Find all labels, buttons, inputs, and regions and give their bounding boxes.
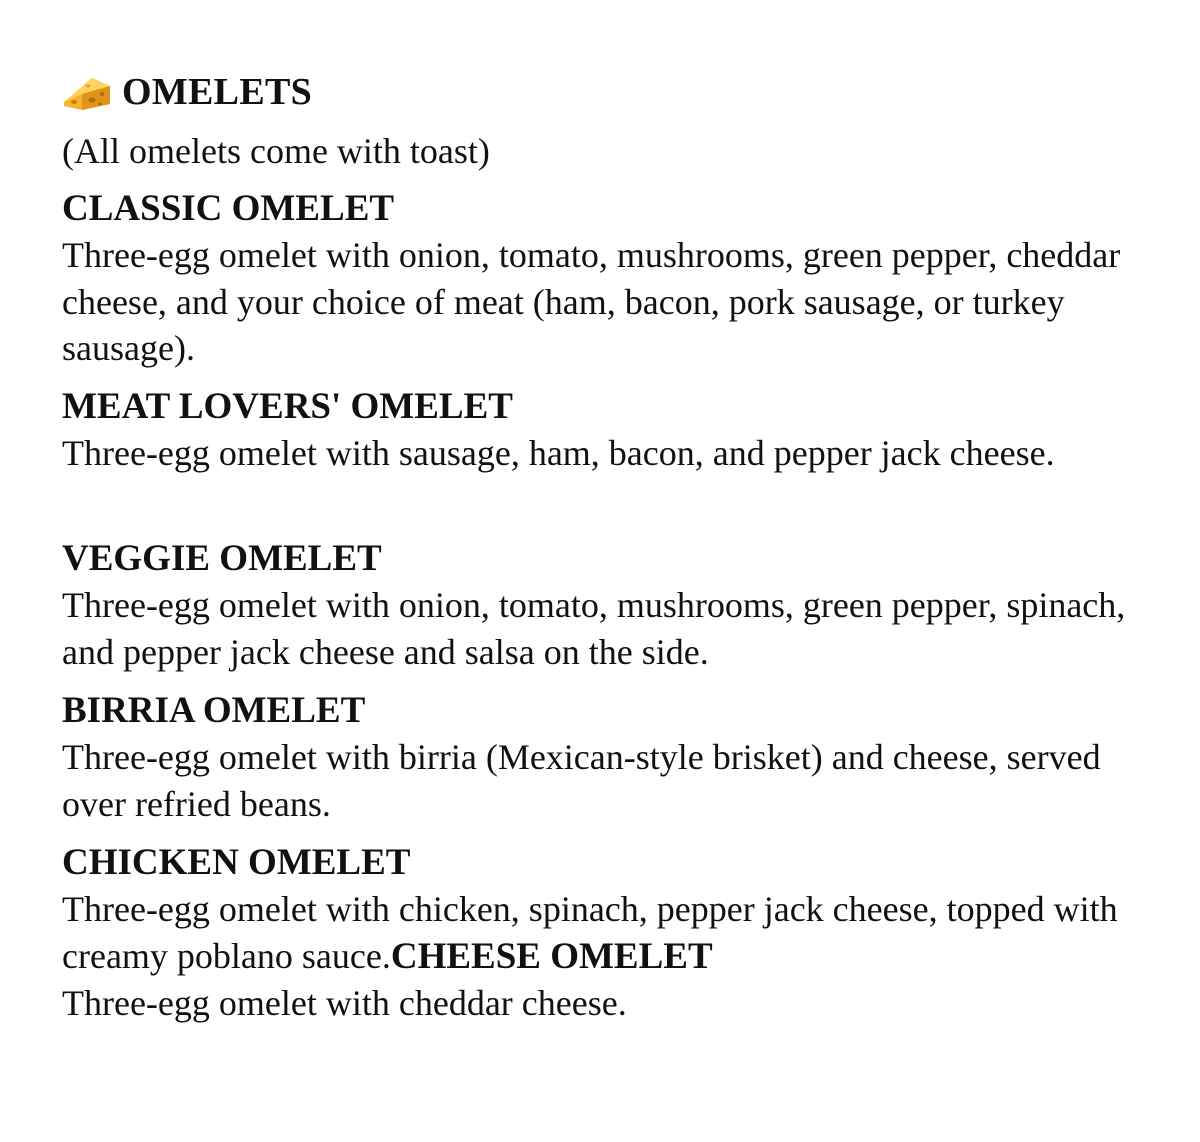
section-header xyxy=(62,68,312,116)
section-title: OMELETS xyxy=(122,71,313,113)
item-name: CHICKEN OMELET xyxy=(62,842,411,883)
item-description: Three-egg omelet with onion, tomato, mushrooms, green pepper, cheddar cheese, and your choice of meat (ham, bacon, pork sausage, or turkey sausage). xyxy=(62,235,1121,368)
menu-item xyxy=(62,186,1172,372)
item-name: CLASSIC OMELET xyxy=(62,188,395,229)
item-description-text: Three-egg omelet with chicken, spinach, pepper jack cheese, topped with creamy poblano sauce. xyxy=(62,889,1118,976)
item-name: BIRRIA OMELET xyxy=(62,690,366,731)
item-name: CHEESE OMELET xyxy=(390,935,713,977)
section-note: (All omelets come with toast) xyxy=(62,131,490,171)
item-description: Three-egg omelet with sausage, ham, bacon, and pepper jack cheese. xyxy=(62,433,1055,473)
menu-item xyxy=(62,688,1172,827)
menu-item xyxy=(62,536,1172,675)
item-name: MEAT LOVERS' OMELET xyxy=(62,386,513,427)
menu-item xyxy=(62,384,1172,477)
item-description: Three-egg omelet with birria (Mexican-style brisket) and cheese, served over refried beans. xyxy=(62,737,1101,824)
item-description xyxy=(62,886,1172,1027)
item-name: VEGGIE OMELET xyxy=(62,538,382,579)
menu-item xyxy=(62,840,1172,1027)
item-description: Three-egg omelet with onion, tomato, mushrooms, green pepper, spinach, and pepper jack cheese and salsa on the side. xyxy=(62,585,1126,672)
item-description-text: Three-egg omelet with cheddar cheese. xyxy=(62,983,627,1023)
cheese-icon xyxy=(62,72,112,112)
